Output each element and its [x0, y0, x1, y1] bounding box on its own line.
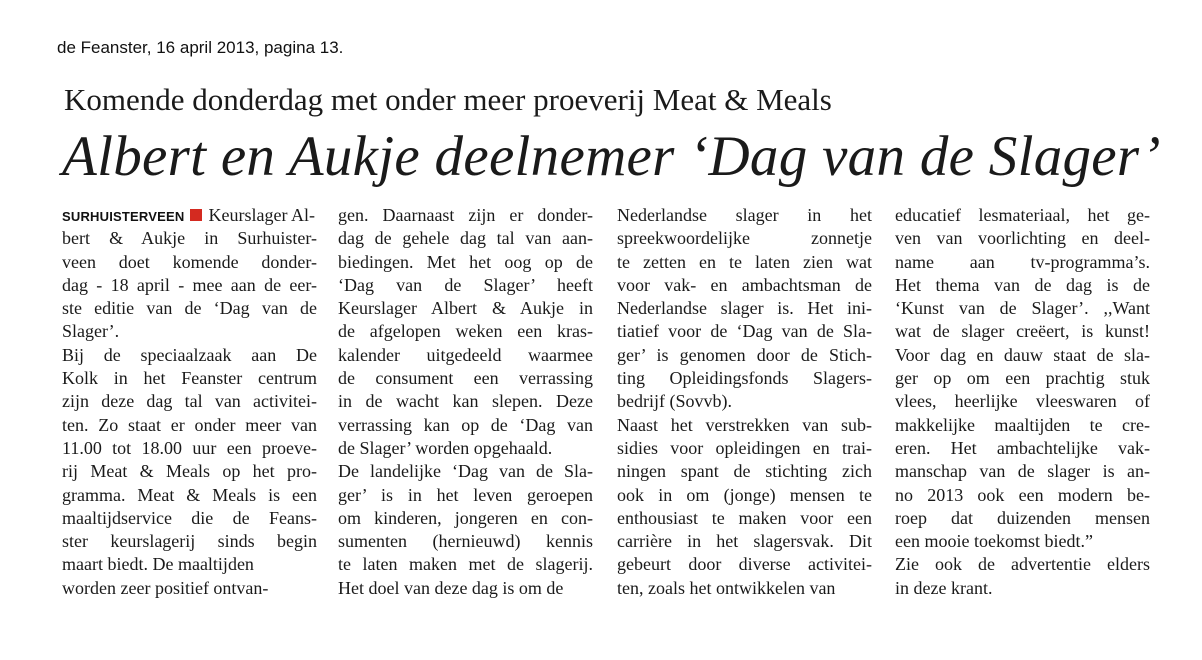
column-text-line: ten, zoals het ontwikkelen van [617, 577, 836, 598]
column-text-line: manschap van de slager is an- [895, 461, 1150, 482]
column-text-line: gramma. Meat & Meals is een [62, 484, 317, 505]
column-text-line: rij Meat & Meals op het pro- [62, 461, 317, 482]
column-text-line: zijn deze dag tal van activitei- [62, 391, 317, 412]
column-text-line: Nederlandse slager is. Het ini- [617, 298, 872, 319]
article-column-4 [895, 204, 1150, 600]
column-text-line: ting Opleidingsfonds Slagers- [617, 368, 872, 389]
column-text-line: voor vak- en ambachtsman de [617, 274, 872, 295]
column-text-line: verrassing kan op de ‘Dag van [338, 414, 593, 435]
article-column-3 [617, 204, 872, 600]
column-text-line: Zie ook de advertentie elders [895, 554, 1150, 575]
column-text-line: maaltijdservice die de Feans- [62, 507, 317, 528]
column-text-line: ger op om een prachtig stuk [895, 368, 1150, 389]
column-text-line: biedingen. Met het oog op de [338, 251, 593, 272]
column-text-line: wat de slager creëert, is kunst! [895, 321, 1150, 342]
article-column-1 [62, 204, 317, 600]
column-text-line: ger’ is in het leven geroepen [338, 484, 593, 505]
article-column-2 [338, 204, 593, 600]
column-text-line: name aan tv-programma’s. [895, 251, 1150, 272]
column-text-line: de consument een verrassing [338, 368, 593, 389]
column-text-line: in deze krant. [895, 577, 993, 598]
column-text-line: Naast het verstrekken van sub- [617, 414, 872, 435]
column-text-line: de afgelopen weken een kras- [338, 321, 593, 342]
article-lead-line [62, 204, 317, 227]
column-text-line: Slager’. [62, 321, 120, 342]
column-text-line: ste editie van de ‘Dag van de [62, 298, 317, 319]
column-text-line: dag - 18 april - mee aan de eer- [62, 274, 317, 295]
column-text-line: sumenten (hernieuwd) kennis [338, 531, 593, 552]
column-text-line: roep dat duizenden mensen [895, 507, 1150, 528]
column-text-line: eren. Het ambachtelijke vak- [895, 437, 1150, 458]
column-text-line: spreekwoordelijke zonnetje [617, 228, 872, 249]
column-text-line: veen doet komende donder- [62, 251, 317, 272]
column-text-line: te laten maken met de slagerij. [338, 554, 593, 575]
column-text-line: om kinderen, jongeren en con- [338, 507, 593, 528]
column-text-line: ningen spant de stichting zich [617, 461, 872, 482]
column-text-line: enthousiast te maken voor een [617, 507, 872, 528]
bullet-square-icon [190, 209, 202, 221]
article-kicker: Komende donderdag met onder meer proeverij Meat & Meals [64, 82, 832, 117]
column-text-line: Het doel van deze dag is om de [338, 577, 564, 598]
column-text-line: makkelijke maaltijden te cre- [895, 414, 1150, 435]
column-text-line: Keurslager Albert & Aukje in [338, 298, 593, 319]
column-text-line: gebeurt door diverse activitei- [617, 554, 872, 575]
article-body [62, 204, 1152, 602]
column-text-line: no 2013 ook een modern be- [895, 484, 1150, 505]
column-text-line: De landelijke ‘Dag van de Sla- [338, 461, 593, 482]
column-text-line: worden zeer positief ontvan- [62, 577, 269, 598]
column-text-line: bert & Aukje in Surhuister- [62, 228, 317, 249]
column-text-line: in de wacht kan slepen. Deze [338, 391, 593, 412]
column-text-line: maart biedt. De maaltijden [62, 554, 254, 575]
column-text-line: Kolk in het Feanster centrum [62, 368, 317, 389]
column-text-line: 11.00 tot 18.00 uur een proeve- [62, 437, 317, 458]
column-text-line: tiatief voor de ‘Dag van de Sla- [617, 321, 872, 342]
column-text-line: Het thema van de dag is de [895, 274, 1150, 295]
column-text-line: ten. Zo staat er onder meer van [62, 414, 317, 435]
column-text-line: kalender uitgedeeld waarmee [338, 344, 593, 365]
column-text-line: ‘Kunst van de Slager’. ,,Want [895, 298, 1150, 319]
column-text-line: educatief lesmateriaal, het ge- [895, 205, 1150, 225]
column-text-line: sidies voor opleidingen en trai- [617, 437, 872, 458]
column-text-line: ook in om (jonge) mensen te [617, 484, 872, 505]
source-citation: de Feanster, 16 april 2013, pagina 13. [57, 38, 344, 57]
column-text-line: gen. Daarnaast zijn er donder- [338, 205, 593, 225]
article-headline: Albert en Aukje deelnemer ‘Dag van de Slager’ [62, 125, 1161, 188]
column-text-line: carrière in het slagersvak. Dit [617, 531, 872, 552]
column-text-line: bedrijf (Sovvb). [617, 391, 732, 412]
column-text-line: vlees, heerlijke vleeswaren of [895, 391, 1150, 412]
column-text-line: de Slager’ worden opgehaald. [338, 437, 553, 458]
column-text-line: Nederlandse slager in het [617, 205, 872, 225]
column-text-line: ven van voorlichting en deel- [895, 228, 1150, 249]
lead-text: Keurslager Al- [208, 205, 315, 225]
column-text-line: Bij de speciaalzaak aan De [62, 344, 317, 365]
column-text-line: ster keurslagerij sinds begin [62, 531, 317, 552]
column-text-line: ger’ is genomen door de Stich- [617, 344, 872, 365]
column-text-line: te zetten en te laten zien wat [617, 251, 872, 272]
dateline: SURHUISTERVEEN [62, 209, 185, 224]
column-text-line: ‘Dag van de Slager’ heeft [338, 274, 593, 295]
column-text-line: dag de gehele dag tal van aan- [338, 228, 593, 249]
column-text-line: een mooie toekomst biedt.” [895, 531, 1093, 552]
column-text-line: Voor dag en dauw staat de sla- [895, 344, 1150, 365]
